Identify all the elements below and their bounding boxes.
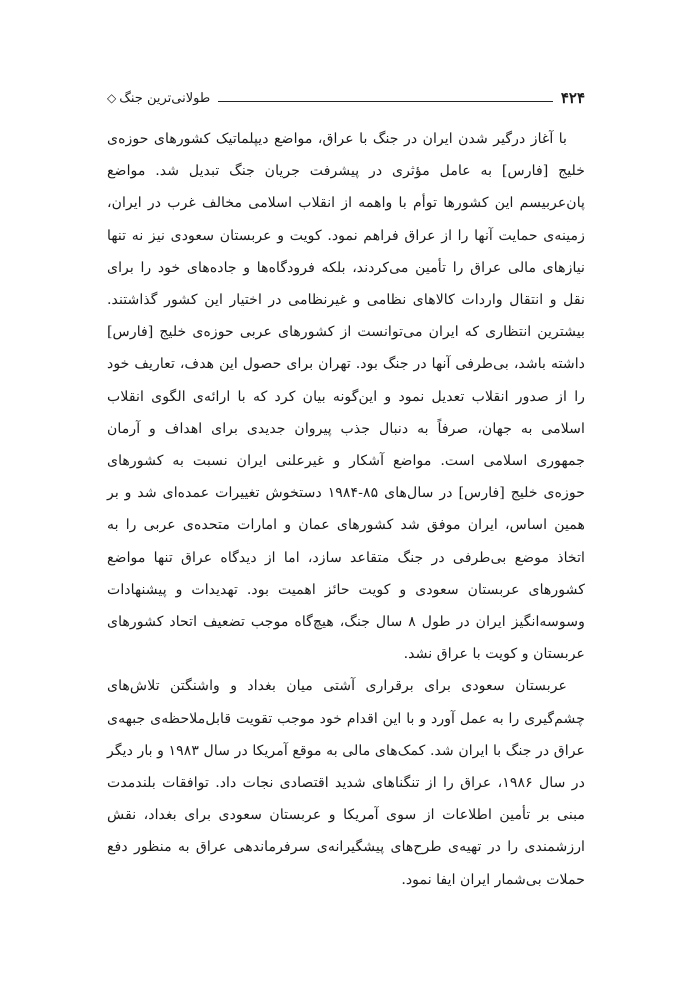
- header-rule: [218, 101, 553, 102]
- page-header: [107, 86, 585, 110]
- running-title: طولانی‌ترین جنگ: [119, 90, 211, 106]
- diamond-outline-icon: ◇: [107, 91, 117, 105]
- paragraph: عربستان سعودی برای برقراری آشتی میان بغداد و واشنگتن تلاش‌های چشم‌گیری را به عمل آورد و با این اقدام خود موجب تقویت قابل‌ملاحظه‌ی جبهه‌ی عراق در جنگ با ایران شد. کمک‌های مالی به موقع آمریکا در سال ۱۹۸۳ و بار دیگر در سال ۱۹۸۶، عراق را از تنگناهای شدید اقتصادی نجات داد. توافقات بلندمدت مبنی بر تأمین اطلاعات از سوی آمریکا و عربستان سعودی برای بغداد، نقش ارزشمندی را در تهیه‌ی طرح‌های پیشگیرانه‌ی سرفرماندهی عراق به منظور دفع حملات بی‌شمار ایران ایفا نمود.: [107, 678, 585, 888]
- paragraph: با آغاز درگیر شدن ایران در جنگ با عراق، مواضع دیپلماتیک کشورهای حوزه‌ی خلیج [فارس] به عامل مؤثری در پیشرفت جریان جنگ تبدیل شد. مواضع پان‌عربیسم این کشورها توأم با واهمه از انقلاب اسلامی مخالف غرب در ایران، زمینه‌ی حمایت آنها را از عراق فراهم نمود. کویت و عربستان سعودی نیز نه تنها نیازهای مالی عراق را تأمین می‌کردند، بلکه فرودگاه‌ها و جاده‌های خود را برای نقل و انتقال واردات کالاهای نظامی و غیرنظامی در اختیار این کشور گذاشتند. بیشترین انتظاری که ایران می‌توانست از کشورهای عربی حوزه‌ی خلیج [فارس] داشته باشد، بی‌طرفی آنها در جنگ بود. تهران برای حصول این هدف، تعاریف خود را از صدور انقلاب تعدیل نمود و این‌گونه بیان کرد که با ارائه‌ی الگوی انقلاب اسلامی به جهان، صرفاً به دنبال جذب پیروان جدیدی برای اهداف و آرمان جمهوری اسلامی است. مواضع آشکار و غیرعلنی ایران نسبت به کشورهای حوزه‌ی خلیج [فارس] در سال‌های ۸۵-۱۹۸۴ دستخوش تغییرات عمده‌ای شد و بر همین اساس، ایران موفق شد کشورهای عمان و امارات متحده‌ی عربی را به اتخاذ موضع بی‌طرفی در جنگ متقاعد سازد، اما از دیدگاه عراق تنها مواضع کشورهای عربستان سعودی و کویت حائز اهمیت بود. تهدیدات و پیشنهادات وسوسه‌انگیز ایران در طول ۸ سال جنگ، هیچ‌گاه موجب تضعیف اتحاد کشورهای عربستان و کویت با عراق نشد.: [107, 131, 586, 663]
- body-text: [107, 123, 585, 896]
- page-number: ۴۲۴: [560, 89, 585, 107]
